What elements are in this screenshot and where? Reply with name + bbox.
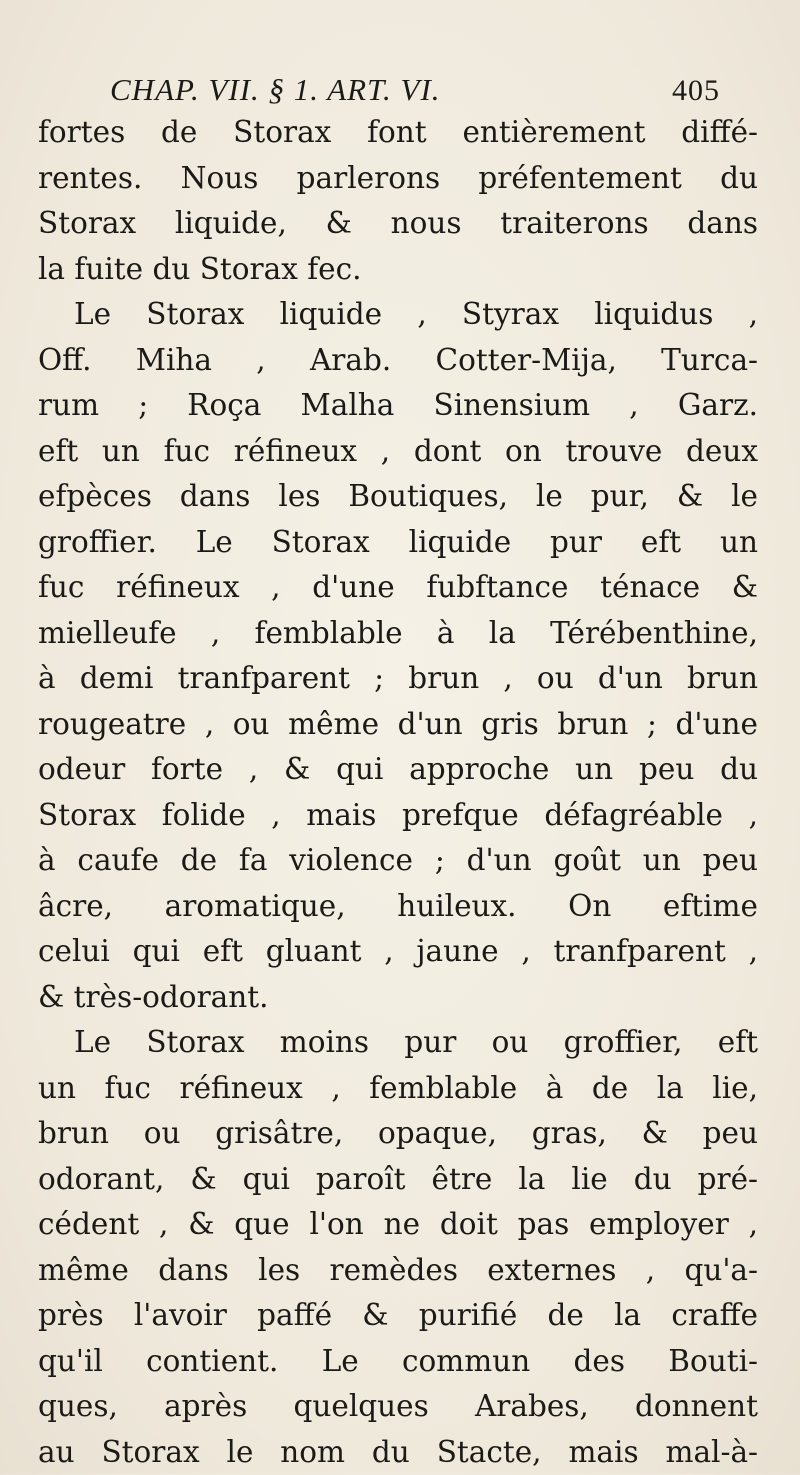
paragraph-start-line: Le Storax moins pur ou groffier, eft (38, 1020, 758, 1066)
text-line: cédent , & que l'on ne doit pas employer , (38, 1202, 758, 1248)
text-line: même dans les remèdes externes , qu'a- (38, 1248, 758, 1294)
text-line: ques, après quelques Arabes, donnent (38, 1384, 758, 1430)
text-line: celui qui eft gluant , jaune , tranfparent , (38, 929, 758, 975)
chapter-heading: CHAP. VII. § 1. ART. VI. (110, 72, 441, 108)
text-line: & très-odorant. (38, 975, 758, 1021)
text-line: rougeatre , ou même d'un gris brun ; d'une (38, 702, 758, 748)
text-line: un fuc réfineux , femblable à de la lie, (38, 1066, 758, 1112)
text-line: Off. Miha , Arab. Cotter-Mija, Turca- (38, 338, 758, 384)
text-line: à demi tranfparent ; brun , ou d'un brun (38, 656, 758, 702)
text-line: la fuite du Storax fec. (38, 247, 758, 293)
text-line: rentes. Nous parlerons préfentement du (38, 156, 758, 202)
text-line: odeur forte , & qui approche un peu du (38, 747, 758, 793)
text-line: fortes de Storax font entièrement diffé- (38, 110, 758, 156)
text-line: rum ; Roça Malha Sinensium , Garz. (38, 383, 758, 429)
text-line: Storax folide , mais prefque défagréable , (38, 793, 758, 839)
text-line: brun ou grisâtre, opaque, gras, & peu (38, 1111, 758, 1157)
text-line: mielleufe , femblable à la Térébenthine, (38, 611, 758, 657)
text-line: fuc réfineux , d'une fubftance ténace & (38, 565, 758, 611)
text-line: qu'il contient. Le commun des Bouti- (38, 1339, 758, 1385)
text-line: à caufe de fa violence ; d'un goût un peu (38, 838, 758, 884)
text-line: odorant, & qui paroît être la lie du pré- (38, 1157, 758, 1203)
text-line: efpèces dans les Boutiques, le pur, & le (38, 474, 758, 520)
text-line: groffier. Le Storax liquide pur eft un (38, 520, 758, 566)
body-text (38, 110, 758, 1475)
text-line: eft un fuc réfineux , dont on trouve deux (38, 429, 758, 475)
text-line: Storax liquide, & nous traiterons dans (38, 201, 758, 247)
paragraph-start-line: Le Storax liquide , Styrax liquidus , (38, 292, 758, 338)
text-line: près l'avoir paffé & purifié de la craffe (38, 1293, 758, 1339)
text-line: âcre, aromatique, huileux. On eftime (38, 884, 758, 930)
text-line: au Storax le nom du Stacte, mais mal-à- (38, 1430, 758, 1475)
page-number: 405 (672, 74, 720, 108)
